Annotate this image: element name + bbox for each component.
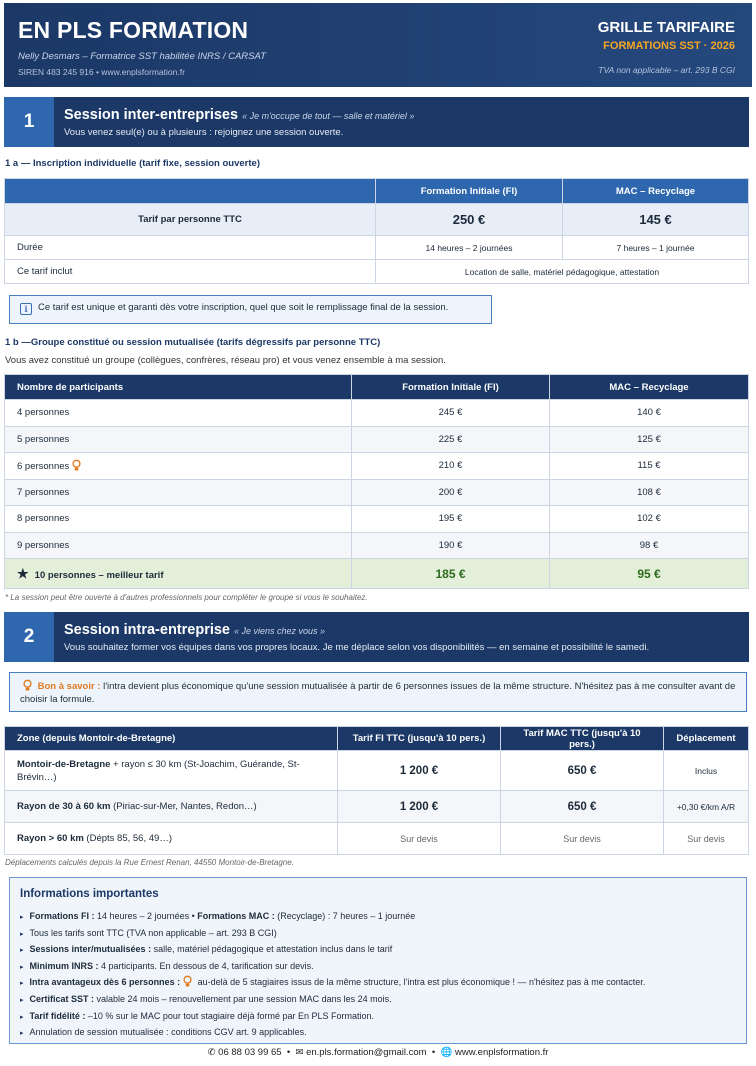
guarantee-note: i Ce tarif est unique et garanti dès votre inscription, quel que soit le remplissage final de la session. [9, 295, 492, 324]
website-link[interactable]: www.enplsformation.fr [454, 1047, 549, 1058]
col-mac: Tarif MAC TTC (jusqu'à 10 pers.) [501, 727, 664, 751]
lightbulb-icon [183, 975, 192, 988]
section-number: 1 [4, 97, 54, 147]
intra-price-table [4, 726, 749, 855]
lightbulb-icon [23, 679, 32, 692]
col-mac: MAC – Recyclage [563, 179, 749, 204]
section-title: Session inter-entreprises « Je m'occupe de tout — salle et matériel » [64, 107, 415, 123]
doc-title: GRILLE TARIFAIRE [597, 19, 735, 36]
list-item: ▸ Tarif fidélité : –10 % sur le MAC pour tout stagiaire déjà formé par En PLS Formation. [20, 1009, 736, 1026]
col-fi: Formation Initiale (FI) [352, 375, 550, 400]
table-row: 9 personnes 190 € 98 € [5, 532, 749, 559]
siren-line: SIREN 483 245 916 • www.enplsformation.fr [18, 67, 185, 77]
brand-title: EN PLS FORMATION [18, 17, 249, 43]
group-note: * La session peut être ouverte à d'autres professionnels pour compléter le groupe si vous le souhaitez. [5, 593, 368, 602]
price-mac: 145 € [563, 204, 749, 236]
col-mac: MAC – Recyclage [550, 375, 749, 400]
section-desc: Vous venez seul(e) ou à plusieurs : rejoignez une session ouverte. [64, 127, 344, 138]
table-row: Rayon de 30 à 60 km (Piriac-sur-Mer, Nantes, Redon…) 1 200 € 650 € +0,30 €/km A/R [5, 791, 749, 823]
section-2-banner [4, 612, 749, 662]
section-number: 2 [4, 612, 54, 662]
section-1-banner [4, 97, 749, 147]
travel-note: Déplacements calculés depuis la Rue Ernest Renan, 44550 Montoir-de-Bretagne. [5, 858, 294, 867]
tip-box: Bon à savoir : l'intra devient plus économique qu'une session mutualisée à partir de 6 personnes issues de la même structure. N'hésitez pas à me consulter avant de choisir la formule. [9, 672, 747, 712]
doc-year: FORMATIONS SST · 2026 [603, 40, 735, 52]
table-row: 8 personnes 195 € 102 € [5, 506, 749, 533]
list-item: ▸ Annulation de session mutualisée : conditions CGV art. 9 applicables. [20, 1025, 736, 1042]
star-icon: ★ [17, 565, 29, 581]
sub-1b-label: 1 b —Groupe constitué ou session mutualisée (tarifs dégressifs par personne TTC) [5, 337, 381, 348]
phone-icon: ✆ [207, 1047, 216, 1058]
table-row: 6 personnes 210 € 115 € [5, 453, 749, 480]
table-row: Rayon > 60 km (Dépts 85, 56, 49…) Sur devis Sur devis Sur devis [5, 823, 749, 855]
table-row: 7 personnes 200 € 108 € [5, 479, 749, 506]
duration-label: Durée [5, 236, 376, 260]
duration-mac: 7 heures – 1 journée [563, 236, 749, 260]
list-item: ▸ Intra avantageux dès 6 personnes : au-delà de 5 stagiaires issus de la même structure, l'intra est plus économique ! — n'hésitez pas à me contacter. [20, 975, 736, 992]
individual-price-table [4, 178, 749, 284]
section-tagline: « Je m'occupe de tout — salle et matériel » [242, 111, 415, 121]
tva-note: TVA non applicable – art. 293 B CGI [598, 65, 735, 75]
info-icon: i [20, 303, 32, 315]
section-title: Session intra-entreprise « Je viens chez vous » [64, 622, 326, 638]
mail-icon: ✉ [295, 1047, 304, 1058]
table-row: 5 personnes 225 € 125 € [5, 426, 749, 453]
list-item: ▸ Formations FI : 14 heures – 2 journées • Formations MAC : (Recyclage) : 7 heures – 1 journée [20, 909, 736, 926]
section-tagline: « Je viens chez vous » [234, 626, 326, 636]
list-item: ▸ Sessions inter/mutualisées : salle, matériel pédagogique et attestation inclus dans le tarif [20, 942, 736, 959]
table-row: Montoir-de-Bretagne + rayon ≤ 30 km (St-Joachim, Guérande, St-Brévin…) 1 200 € 650 € Inclus [5, 751, 749, 791]
page-footer: ✆ 06 88 03 99 65 • ✉ en.pls.formation@gmail.com • 🌐 www.enplsformation.fr [207, 1047, 549, 1058]
col-zone: Zone (depuis Montoir-de-Bretagne) [5, 727, 338, 751]
best-price-row: ★ 10 personnes – meilleur tarif 185 € 95 € [5, 559, 749, 589]
includes-label: Ce tarif inclut [5, 260, 376, 284]
table-row: 4 personnes 245 € 140 € [5, 400, 749, 427]
col-fi: Formation Initiale (FI) [376, 179, 563, 204]
sub-1b-desc: Vous avez constitué un groupe (collègues, confrères, réseau pro) et vous venez ensemble à ma session. [5, 355, 446, 366]
email-link[interactable]: en.pls.formation@gmail.com [306, 1047, 427, 1058]
phone-link[interactable]: 06 88 03 99 65 [218, 1047, 282, 1058]
important-info-box [9, 877, 747, 1044]
duration-fi: 14 heures – 2 journées [376, 236, 563, 260]
trainer-subtitle: Nelly Desmars – Formatrice SST habilitée INRS / CARSAT [18, 51, 266, 62]
includes-value: Location de salle, matériel pédagogique, attestation [376, 260, 749, 284]
sub-1a-label: 1 a — Inscription individuelle (tarif fixe, session ouverte) [5, 158, 260, 169]
list-item: ▸ Certificat SST : valable 24 mois – renouvellement par une session MAC dans les 24 mois. [20, 992, 736, 1009]
col-participants: Nombre de participants [5, 375, 352, 400]
col-fi: Tarif FI TTC (jusqu'à 10 pers.) [338, 727, 501, 751]
globe-icon: 🌐 [440, 1047, 453, 1058]
list-item: ▸ Tous les tarifs sont TTC (TVA non applicable – art. 293 B CGI) [20, 926, 736, 943]
page-header [4, 3, 752, 87]
info-title: Informations importantes [20, 888, 159, 900]
lightbulb-icon [72, 459, 81, 472]
col-travel: Déplacement [664, 727, 749, 751]
price-fi: 250 € [376, 204, 563, 236]
price-label: Tarif par personne TTC [5, 204, 376, 236]
section-desc: Vous souhaitez former vos équipes dans vos propres locaux. Je me déplace selon vos disponibilités — en semaine et possibilité le samedi. [64, 642, 650, 653]
group-price-table [4, 374, 749, 589]
list-item: ▸ Minimum INRS : 4 participants. En dessous de 4, tarification sur devis. [20, 959, 736, 976]
